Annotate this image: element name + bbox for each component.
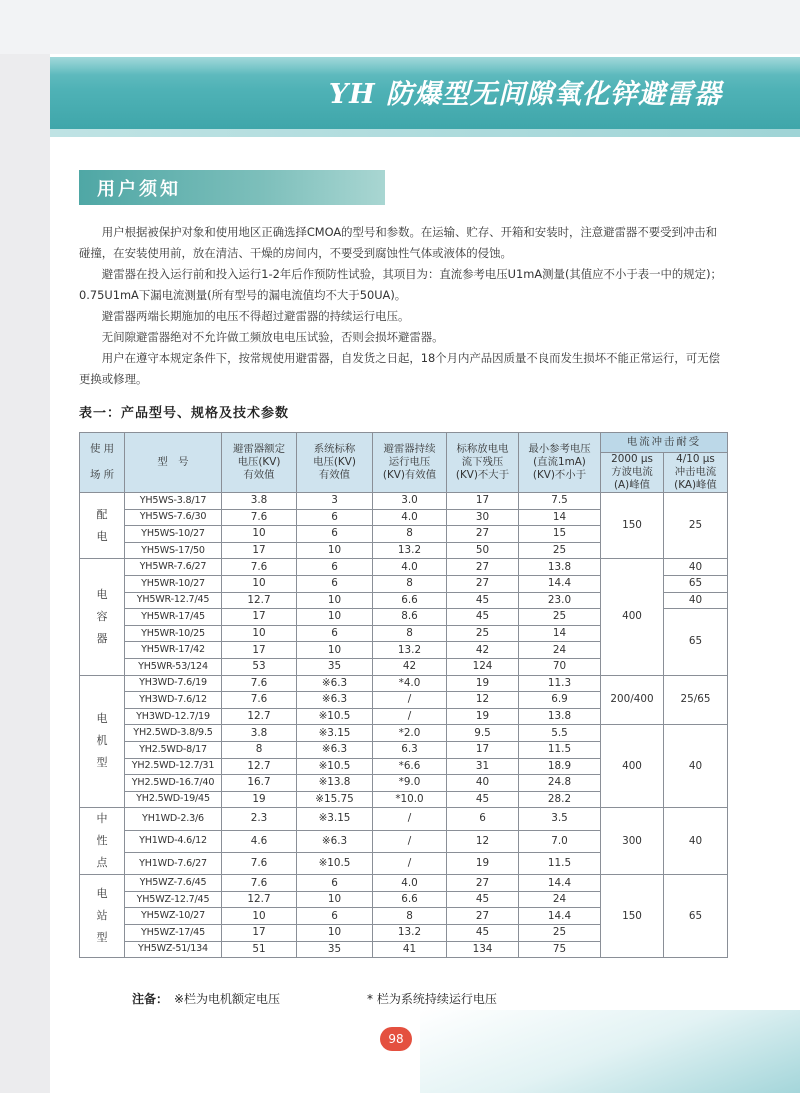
category-cell <box>80 559 125 675</box>
model-cell: YH5WR-10/27 <box>125 575 222 592</box>
table-row <box>80 493 728 510</box>
impulse-current-cell: 25 <box>664 493 728 559</box>
reference-voltage-cell: 13.8 <box>519 559 601 576</box>
system-voltage-cell: 3 <box>297 493 373 510</box>
continuous-voltage-cell: / <box>373 852 447 874</box>
model-cell: YH1WD-7.6/27 <box>125 852 222 874</box>
residual-voltage-cell: 45 <box>447 925 519 942</box>
system-voltage-cell: 6 <box>297 559 373 576</box>
system-voltage-cell: 35 <box>297 658 373 675</box>
category-cell <box>80 493 125 559</box>
section-heading-box <box>79 170 385 205</box>
rated-voltage-cell: 7.6 <box>222 675 297 692</box>
rated-voltage-cell: 53 <box>222 658 297 675</box>
category-char: 机 <box>96 734 108 748</box>
header-model: 型 号 <box>125 433 222 493</box>
category-cell <box>80 675 125 808</box>
spec-table <box>79 432 728 958</box>
reference-voltage-cell: 24.8 <box>519 775 601 792</box>
reference-voltage-cell: 25 <box>519 925 601 942</box>
footnote-2: * 栏为系统持续运行电压 <box>367 992 497 1006</box>
paragraph-1: 用户根据被保护对象和使用地区正确选择CMOA的型号和参数。在运输、贮存、开箱和安装时，注意避雷器不要受到冲击和碰撞，在安装使用前，放在清洁、干燥的房间内，不要受到腐蚀性气体或液体的侵蚀。 <box>79 225 718 260</box>
model-cell: YH2.5WD-19/45 <box>125 791 222 808</box>
rated-voltage-cell: 12.7 <box>222 592 297 609</box>
reference-voltage-cell: 11.5 <box>519 852 601 874</box>
residual-voltage-cell: 27 <box>447 908 519 925</box>
model-cell: YH5WZ-7.6/45 <box>125 875 222 892</box>
reference-voltage-cell: 24 <box>519 642 601 659</box>
model-cell: YH1WD-4.6/12 <box>125 830 222 852</box>
category-char: 型 <box>96 756 108 770</box>
residual-voltage-cell: 12 <box>447 692 519 709</box>
residual-voltage-cell: 17 <box>447 493 519 510</box>
rated-voltage-cell: 19 <box>222 791 297 808</box>
residual-voltage-cell: 45 <box>447 791 519 808</box>
continuous-voltage-cell: 8 <box>373 526 447 543</box>
system-voltage-cell: 10 <box>297 891 373 908</box>
category-char: 型 <box>96 931 108 945</box>
system-voltage-cell: 6 <box>297 625 373 642</box>
system-voltage-cell: 10 <box>297 925 373 942</box>
header-impulse-current: 4/10 μs 冲击电流 (KA)峰值 <box>664 453 728 493</box>
rated-voltage-cell: 17 <box>222 925 297 942</box>
residual-voltage-cell: 134 <box>447 941 519 958</box>
model-cell: YH5WR-10/25 <box>125 625 222 642</box>
impulse-current-cell: 40 <box>664 808 728 875</box>
model-cell: YH5WS-10/27 <box>125 526 222 543</box>
system-voltage-cell: 6 <box>297 575 373 592</box>
continuous-voltage-cell: 3.0 <box>373 493 447 510</box>
rated-voltage-cell: 51 <box>222 941 297 958</box>
system-voltage-cell: 10 <box>297 592 373 609</box>
continuous-voltage-cell: *4.0 <box>373 675 447 692</box>
category-char: 器 <box>96 631 108 645</box>
header-impulse-withstand: 电流冲击耐受 <box>601 433 728 453</box>
reference-voltage-cell: 7.0 <box>519 830 601 852</box>
square-wave-cell: 300 <box>601 808 664 875</box>
rated-voltage-cell: 16.7 <box>222 775 297 792</box>
continuous-voltage-cell: 4.0 <box>373 875 447 892</box>
residual-voltage-cell: 25 <box>447 625 519 642</box>
header-reference-voltage: 最小参考电压 (直流1mA) (KV)不小于 <box>519 433 601 493</box>
continuous-voltage-cell: 41 <box>373 941 447 958</box>
table-row <box>80 725 728 742</box>
residual-voltage-cell: 45 <box>447 609 519 626</box>
square-wave-cell: 200/400 <box>601 675 664 725</box>
rated-voltage-cell: 12.7 <box>222 758 297 775</box>
model-cell: YH1WD-2.3/6 <box>125 808 222 830</box>
system-voltage-cell: 6 <box>297 509 373 526</box>
residual-voltage-cell: 45 <box>447 891 519 908</box>
continuous-voltage-cell: 13.2 <box>373 642 447 659</box>
footnote-label: 注备： <box>132 992 169 1006</box>
header-usage: 使 用 场 所 <box>80 433 125 493</box>
reference-voltage-cell: 15 <box>519 526 601 543</box>
reference-voltage-cell: 18.9 <box>519 758 601 775</box>
system-voltage-cell: 6 <box>297 526 373 543</box>
system-voltage-cell: 10 <box>297 542 373 559</box>
section-title: 用户须知 <box>97 179 181 200</box>
residual-voltage-cell: 9.5 <box>447 725 519 742</box>
paragraph-3: 避雷器两端长期施加的电压不得超过避雷器的持续运行电压。 <box>101 309 410 323</box>
reference-voltage-cell: 28.2 <box>519 791 601 808</box>
reference-voltage-cell: 25 <box>519 542 601 559</box>
rated-voltage-cell: 10 <box>222 908 297 925</box>
rated-voltage-cell: 12.7 <box>222 708 297 725</box>
system-voltage-cell: ※3.15 <box>297 725 373 742</box>
residual-voltage-cell: 19 <box>447 852 519 874</box>
continuous-voltage-cell: 6.6 <box>373 592 447 609</box>
square-wave-cell: 150 <box>601 493 664 559</box>
continuous-voltage-cell: 8 <box>373 625 447 642</box>
model-cell: YH5WS-7.6/30 <box>125 509 222 526</box>
top-band <box>0 0 800 54</box>
impulse-current-cell: 65 <box>664 575 728 592</box>
rated-voltage-cell: 7.6 <box>222 509 297 526</box>
residual-voltage-cell: 27 <box>447 559 519 576</box>
system-voltage-cell: ※6.3 <box>297 692 373 709</box>
reference-voltage-cell: 70 <box>519 658 601 675</box>
residual-voltage-cell: 42 <box>447 642 519 659</box>
system-voltage-cell: ※10.5 <box>297 758 373 775</box>
rated-voltage-cell: 10 <box>222 575 297 592</box>
model-cell: YH3WD-7.6/12 <box>125 692 222 709</box>
residual-voltage-cell: 30 <box>447 509 519 526</box>
rated-voltage-cell: 10 <box>222 526 297 543</box>
category-char: 性 <box>96 834 108 848</box>
reference-voltage-cell: 7.5 <box>519 493 601 510</box>
impulse-current-cell: 40 <box>664 559 728 576</box>
residual-voltage-cell: 17 <box>447 741 519 758</box>
system-voltage-cell: ※6.3 <box>297 830 373 852</box>
model-cell: YH5WR-53/124 <box>125 658 222 675</box>
impulse-current-cell: 65 <box>664 609 728 675</box>
system-voltage-cell: ※15.75 <box>297 791 373 808</box>
system-voltage-cell: ※6.3 <box>297 741 373 758</box>
system-voltage-cell: ※10.5 <box>297 852 373 874</box>
reference-voltage-cell: 23.0 <box>519 592 601 609</box>
header-continuous-voltage: 避雷器持续 运行电压 (KV)有效值 <box>373 433 447 493</box>
residual-voltage-cell: 45 <box>447 592 519 609</box>
system-voltage-cell: 10 <box>297 609 373 626</box>
continuous-voltage-cell: 4.0 <box>373 509 447 526</box>
reference-voltage-cell: 14 <box>519 625 601 642</box>
rated-voltage-cell: 12.7 <box>222 891 297 908</box>
rated-voltage-cell: 7.6 <box>222 875 297 892</box>
rated-voltage-cell: 8 <box>222 741 297 758</box>
reference-voltage-cell: 14 <box>519 509 601 526</box>
model-cell: YH5WZ-12.7/45 <box>125 891 222 908</box>
model-cell: YH5WR-7.6/27 <box>125 559 222 576</box>
continuous-voltage-cell: 6.3 <box>373 741 447 758</box>
continuous-voltage-cell: *9.0 <box>373 775 447 792</box>
category-cell <box>80 808 125 875</box>
system-voltage-cell: ※3.15 <box>297 808 373 830</box>
table-title: 表一：产品型号、规格及技术参数 <box>79 406 290 421</box>
rated-voltage-cell: 7.6 <box>222 692 297 709</box>
continuous-voltage-cell: 8 <box>373 908 447 925</box>
residual-voltage-cell: 27 <box>447 575 519 592</box>
impulse-current-cell: 65 <box>664 875 728 958</box>
residual-voltage-cell: 31 <box>447 758 519 775</box>
model-cell: YH2.5WD-8/17 <box>125 741 222 758</box>
page-number: 98 <box>380 1027 412 1051</box>
rated-voltage-cell: 3.8 <box>222 725 297 742</box>
category-char: 电 <box>96 712 108 726</box>
reference-voltage-cell: 11.5 <box>519 741 601 758</box>
square-wave-cell: 400 <box>601 559 664 675</box>
continuous-voltage-cell: 4.0 <box>373 559 447 576</box>
model-cell: YH3WD-7.6/19 <box>125 675 222 692</box>
model-cell: YH2.5WD-3.8/9.5 <box>125 725 222 742</box>
residual-voltage-cell: 27 <box>447 875 519 892</box>
decorative-wave <box>420 1010 800 1093</box>
residual-voltage-cell: 124 <box>447 658 519 675</box>
continuous-voltage-cell: / <box>373 808 447 830</box>
continuous-voltage-cell: / <box>373 830 447 852</box>
table-row <box>80 559 728 576</box>
reference-voltage-cell: 75 <box>519 941 601 958</box>
continuous-voltage-cell: 6.6 <box>373 891 447 908</box>
paragraph-2: 避雷器在投入运行前和投入运行1-2年后作预防性试验，其项目为：直流参考电压U1mA测量(其值应不小于表一中的规定)；0.75U1mA下漏电流测量(所有型号的漏电流值均不大于50UA)。 <box>79 267 722 302</box>
model-cell: YH5WZ-10/27 <box>125 908 222 925</box>
reference-voltage-cell: 5.5 <box>519 725 601 742</box>
continuous-voltage-cell: 8.6 <box>373 609 447 626</box>
category-char: 点 <box>96 856 108 870</box>
system-voltage-cell: 35 <box>297 941 373 958</box>
category-cell <box>80 875 125 958</box>
model-cell: YH2.5WD-12.7/31 <box>125 758 222 775</box>
rated-voltage-cell: 2.3 <box>222 808 297 830</box>
reference-voltage-cell: 24 <box>519 891 601 908</box>
category-char: 电 <box>96 529 108 543</box>
header-rated-voltage: 避雷器额定 电压(KV) 有效值 <box>222 433 297 493</box>
system-voltage-cell: 10 <box>297 642 373 659</box>
reference-voltage-cell: 14.4 <box>519 908 601 925</box>
model-cell: YH5WR-17/42 <box>125 642 222 659</box>
continuous-voltage-cell: 42 <box>373 658 447 675</box>
reference-voltage-cell: 25 <box>519 609 601 626</box>
category-char: 容 <box>96 609 108 623</box>
residual-voltage-cell: 50 <box>447 542 519 559</box>
rated-voltage-cell: 3.8 <box>222 493 297 510</box>
header-underline <box>50 129 800 137</box>
header-square-wave: 2000 μs 方波电流 (A)峰值 <box>601 453 664 493</box>
reference-voltage-cell: 14.4 <box>519 875 601 892</box>
continuous-voltage-cell: 13.2 <box>373 542 447 559</box>
reference-voltage-cell: 3.5 <box>519 808 601 830</box>
reference-voltage-cell: 13.8 <box>519 708 601 725</box>
rated-voltage-cell: 4.6 <box>222 830 297 852</box>
continuous-voltage-cell: *6.6 <box>373 758 447 775</box>
model-cell: YH5WZ-51/134 <box>125 941 222 958</box>
continuous-voltage-cell: / <box>373 692 447 709</box>
reference-voltage-cell: 6.9 <box>519 692 601 709</box>
header-system-voltage: 系统标称 电压(KV) 有效值 <box>297 433 373 493</box>
model-cell: YH5WR-17/45 <box>125 609 222 626</box>
system-voltage-cell: 6 <box>297 908 373 925</box>
impulse-current-cell: 25/65 <box>664 675 728 725</box>
paragraph-5: 用户在遵守本规定条件下，按常规使用避雷器，自发货之日起，18个月内产品因质量不良而发生损坏不能正常运行，可无偿更换或修理。 <box>79 351 720 386</box>
residual-voltage-cell: 6 <box>447 808 519 830</box>
model-cell: YH2.5WD-16.7/40 <box>125 775 222 792</box>
model-cell: YH5WS-3.8/17 <box>125 493 222 510</box>
continuous-voltage-cell: 8 <box>373 575 447 592</box>
square-wave-cell: 400 <box>601 725 664 808</box>
system-voltage-cell: ※13.8 <box>297 775 373 792</box>
table-row <box>80 808 728 830</box>
impulse-current-cell: 40 <box>664 592 728 609</box>
continuous-voltage-cell: *10.0 <box>373 791 447 808</box>
continuous-voltage-cell: 13.2 <box>373 925 447 942</box>
category-char: 电 <box>96 887 108 901</box>
header-residual-voltage: 标称放电电 流下残压 (KV)不大于 <box>447 433 519 493</box>
square-wave-cell: 150 <box>601 875 664 958</box>
rated-voltage-cell: 7.6 <box>222 852 297 874</box>
table-row <box>80 875 728 892</box>
continuous-voltage-cell: *2.0 <box>373 725 447 742</box>
rated-voltage-cell: 17 <box>222 542 297 559</box>
rated-voltage-cell: 17 <box>222 642 297 659</box>
paragraph-4: 无间隙避雷器绝对不允许做工频放电电压试验，否则会损坏避雷器。 <box>101 330 444 344</box>
table-row <box>80 675 728 692</box>
category-char: 站 <box>96 909 108 923</box>
page-title: YH 防爆型无间隙氧化锌避雷器 <box>328 79 722 110</box>
category-char: 电 <box>96 587 108 601</box>
footnote-1: ※栏为电机额定电压 <box>174 992 281 1006</box>
category-char: 中 <box>96 812 108 826</box>
category-char: 配 <box>96 507 108 521</box>
reference-voltage-cell: 11.3 <box>519 675 601 692</box>
residual-voltage-cell: 19 <box>447 675 519 692</box>
residual-voltage-cell: 40 <box>447 775 519 792</box>
impulse-current-cell: 40 <box>664 725 728 808</box>
system-voltage-cell: 6 <box>297 875 373 892</box>
continuous-voltage-cell: / <box>373 708 447 725</box>
rated-voltage-cell: 10 <box>222 625 297 642</box>
residual-voltage-cell: 27 <box>447 526 519 543</box>
system-voltage-cell: ※6.3 <box>297 675 373 692</box>
reference-voltage-cell: 14.4 <box>519 575 601 592</box>
rated-voltage-cell: 17 <box>222 609 297 626</box>
model-cell: YH5WR-12.7/45 <box>125 592 222 609</box>
left-strip <box>0 54 50 1093</box>
model-cell: YH5WS-17/50 <box>125 542 222 559</box>
residual-voltage-cell: 12 <box>447 830 519 852</box>
model-cell: YH5WZ-17/45 <box>125 925 222 942</box>
residual-voltage-cell: 19 <box>447 708 519 725</box>
rated-voltage-cell: 7.6 <box>222 559 297 576</box>
model-cell: YH3WD-12.7/19 <box>125 708 222 725</box>
system-voltage-cell: ※10.5 <box>297 708 373 725</box>
